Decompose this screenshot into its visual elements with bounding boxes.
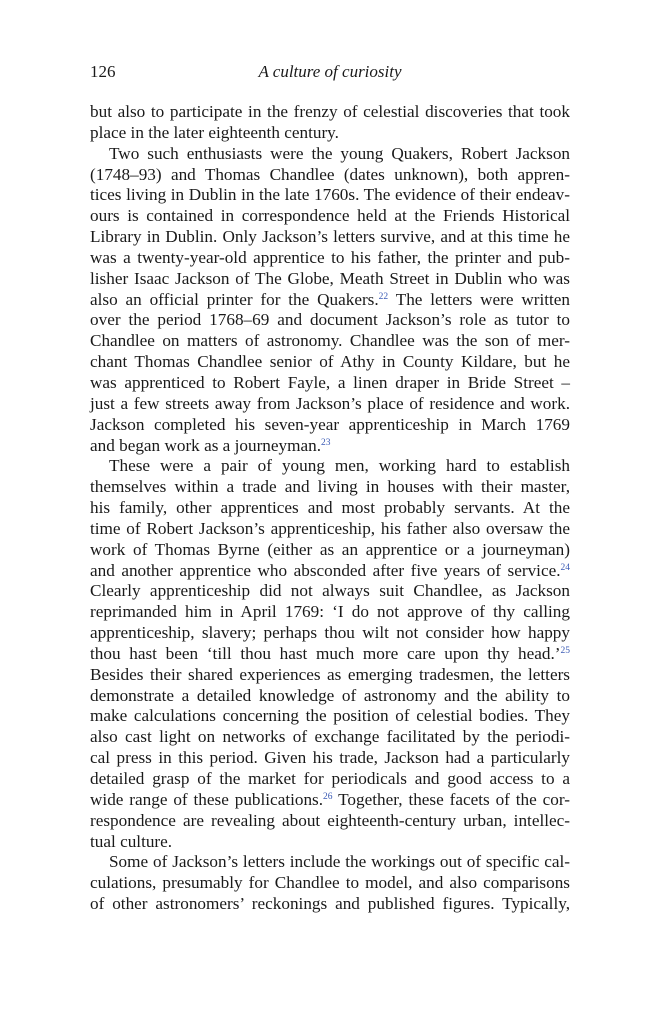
text-line (90, 436, 570, 457)
paragraph (90, 102, 570, 144)
text-line (90, 352, 570, 373)
text-line (90, 290, 570, 311)
text-run: also cast light on networks of exchange facilitated by the periodi- (90, 727, 570, 747)
footnote-reference[interactable]: 25 (560, 645, 570, 656)
text-run: but also to participate in the frenzy of celestial discoveries that took (90, 102, 570, 121)
running-title: A culture of curiosity (258, 62, 402, 81)
text-run: cal press in this period. Given his trade, Jackson had a particularly (90, 748, 570, 768)
text-run: demonstrate a detailed knowledge of astronomy and the ability to (90, 685, 570, 705)
text-line (90, 790, 570, 811)
text-line (90, 748, 570, 769)
text-line (90, 561, 570, 582)
text-line (90, 415, 570, 436)
text-line (90, 686, 570, 707)
text-line (90, 623, 570, 644)
paragraph (90, 852, 570, 915)
text-run: was apprenticed to Robert Fayle, a linen draper in Bride Street – (90, 372, 570, 392)
text-run: reprimanded him in April 1769: ‘I do not approve of thy calling (90, 602, 570, 622)
text-run: Two such enthusiasts were the young Quakers, Robert Jackson (109, 143, 570, 163)
text-line (90, 519, 570, 540)
text-line (90, 665, 570, 686)
text-run: Together, these facets of the cor- (332, 789, 570, 809)
text-line (90, 811, 570, 832)
text-run: also an official printer for the Quakers. (90, 289, 379, 309)
text-line (90, 477, 570, 498)
text-run: ours is contained in correspondence held at the Friends Historical (90, 206, 570, 226)
paragraph (90, 456, 570, 852)
text-line (90, 144, 570, 165)
text-line (90, 185, 570, 206)
text-line (90, 602, 570, 623)
text-line (90, 706, 570, 727)
text-line (90, 331, 570, 352)
text-line (90, 456, 570, 477)
text-line (90, 102, 570, 123)
text-run: chant Thomas Chandlee senior of Athy in County Kildare, but he (90, 352, 570, 372)
text-line (90, 123, 570, 144)
text-line (90, 644, 570, 665)
text-run: detailed grasp of the market for periodicals and good access to a (90, 769, 570, 788)
text-run: Library in Dublin. Only Jackson’s letters survive, and at this time he (90, 227, 570, 247)
text-line (90, 727, 570, 748)
text-run: Some of Jackson’s letters include the workings out of specific cal- (109, 852, 570, 872)
text-run: his family, other apprentices and most probably servants. At the (90, 498, 570, 518)
text-line (90, 769, 570, 790)
text-run: wide range of these publications. (90, 789, 324, 809)
text-run: work of Thomas Byrne (either as an apprentice or a journeyman) (90, 539, 570, 559)
footnote-reference[interactable]: 26 (323, 791, 333, 802)
text-run: time of Robert Jackson’s apprenticeship, his father also oversaw the (90, 518, 570, 538)
text-line (90, 206, 570, 227)
text-line (90, 581, 570, 602)
text-run: tices living in Dublin in the late 1760s. The evidence of their endeav- (90, 185, 570, 205)
text-line (90, 310, 570, 331)
text-run: respondence are revealing about eighteenth-century urban, intellec- (90, 810, 570, 830)
text-run: culations, presumably for Chandlee to model, and also comparisons (90, 873, 570, 893)
text-run: Jackson completed his seven-year apprenticeship in March 1769 (90, 414, 570, 434)
text-run: Clearly apprenticeship did not always suit Chandlee, as Jackson (90, 581, 570, 601)
text-run: just a few streets away from Jackson’s place of residence and work. (90, 393, 570, 413)
text-line (90, 269, 570, 290)
text-run: These were a pair of young men, working hard to establish (109, 456, 570, 476)
text-run: of other astronomers’ reckonings and published figures. Typically, (90, 894, 570, 914)
text-run: tual culture. (90, 831, 173, 851)
text-run: themselves within a trade and living in houses with their master, (90, 477, 570, 497)
text-line (90, 394, 570, 415)
text-line (90, 832, 570, 853)
text-run: and another apprentice who absconded after five years of service. (90, 560, 561, 580)
text-line (90, 227, 570, 248)
text-run: apprenticeship, slavery; perhaps thou wilt not consider how happy (90, 623, 570, 643)
text-line (90, 165, 570, 186)
text-run: and began work as a journeyman. (90, 435, 321, 455)
text-line (90, 498, 570, 519)
text-run: Besides their shared experiences as emerging tradesmen, the letters (90, 664, 570, 684)
text-run: Chandlee on matters of astronomy. Chandlee was the son of mer- (90, 331, 570, 351)
text-line (90, 540, 570, 561)
text-run: lisher Isaac Jackson of The Globe, Meath Street in Dublin who was (90, 268, 570, 288)
text-line (90, 373, 570, 394)
footnote-reference[interactable]: 24 (560, 562, 570, 573)
paragraph (90, 144, 570, 457)
text-line (90, 852, 570, 873)
footnote-reference[interactable]: 22 (378, 291, 389, 302)
footnote-reference[interactable]: 23 (321, 437, 331, 448)
text-line (90, 248, 570, 269)
body-text (90, 102, 570, 915)
page-number: 126 (90, 62, 116, 81)
text-run: make calculations concerning the position of celestial bodies. They (90, 706, 570, 726)
text-run: over the period 1768–69 and document Jackson’s role as tutor to (90, 310, 570, 330)
text-run: was a twenty-year-old apprentice to his father, the printer and pub- (90, 247, 570, 267)
text-run: place in the later eighteenth century. (90, 122, 339, 142)
text-run: The letters were written (388, 289, 571, 309)
text-run: thou hast been ‘till thou hast much more care upon thy head.’ (90, 643, 561, 663)
text-line (90, 894, 570, 915)
running-header (90, 60, 570, 84)
text-run: (1748–93) and Thomas Chandlee (dates unknown), both appren- (90, 164, 570, 184)
text-line (90, 873, 570, 894)
